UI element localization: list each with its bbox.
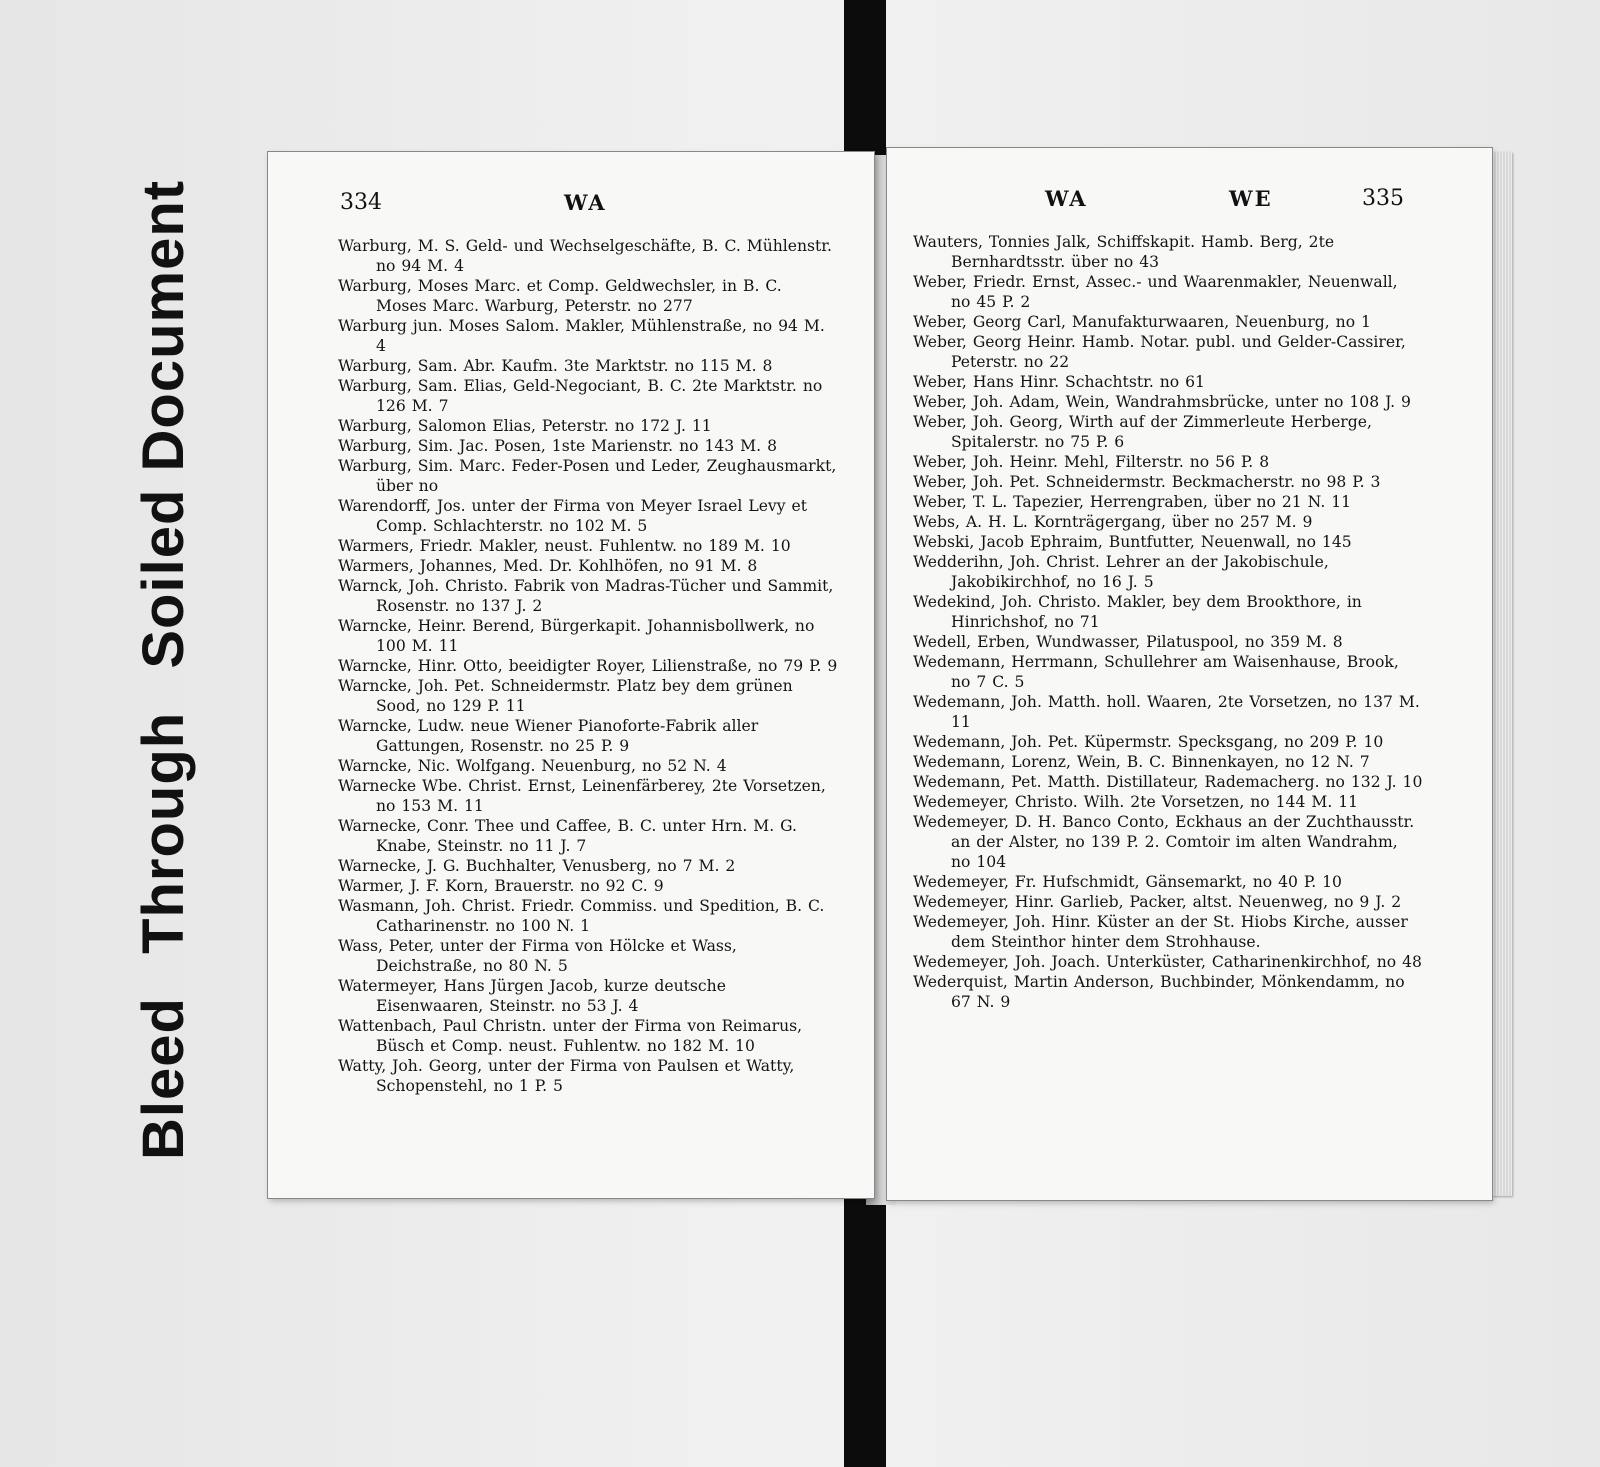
directory-entry: Weber, Georg Heinr. Hamb. Notar. publ. und Gelder-Cassirer, Peterstr. no 22 [913, 333, 1406, 371]
left-entry-list [338, 236, 838, 1096]
directory-entry: Warnecke, Conr. Thee und Caffee, B. C. unter Hrn. M. G. Knabe, Steinstr. no 11 J. 7 [338, 817, 797, 855]
right-page-header [887, 186, 1492, 222]
directory-entry: Warnecke, J. G. Buchhalter, Venusberg, no 7 M. 2 [338, 857, 736, 875]
directory-entry: Warburg, M. S. Geld- und Wechselgeschäfte, B. C. Mühlenstr. no 94 M. 4 [338, 237, 833, 275]
directory-entry: Watty, Joh. Georg, unter der Firma von Paulsen et Watty, Schopenstehl, no 1 P. 5 [338, 1057, 795, 1095]
directory-entry: Wattenbach, Paul Christn. unter der Firma von Reimarus, Büsch et Comp. neust. Fuhlentw. no 182 M. 10 [338, 1017, 803, 1055]
directory-entry: Warncke, Heinr. Berend, Bürgerkapit. Johannisbollwerk, no 100 M. 11 [338, 617, 815, 655]
directory-entry: Warburg, Sim. Jac. Posen, 1ste Marienstr. no 143 M. 8 [338, 437, 777, 455]
directory-entry: Weber, Georg Carl, Manufakturwaaren, Neuenburg, no 1 [913, 313, 1371, 331]
directory-entry: Wedell, Erben, Wundwasser, Pilatuspool, no 359 M. 8 [913, 633, 1343, 651]
directory-entry: Warmers, Friedr. Makler, neust. Fuhlentw. no 189 M. 10 [338, 537, 791, 555]
left-page-header [268, 190, 874, 226]
gutter-strip-bottom [844, 1196, 886, 1467]
directory-entry: Wedderihn, Joh. Christ. Lehrer an der Jakobischule, Jakobikirchhof, no 16 J. 5 [913, 553, 1329, 591]
directory-entry: Weber, Friedr. Ernst, Assec.- und Waarenmakler, Neuenwall, no 45 P. 2 [913, 273, 1398, 311]
directory-entry: Warburg, Sim. Marc. Feder-Posen und Leder, Zeughausmarkt, über no [338, 457, 837, 495]
directory-entry: Warncke, Ludw. neue Wiener Pianoforte-Fabrik aller Gattungen, Rosenstr. no 25 P. 9 [338, 717, 759, 755]
directory-entry: Warendorff, Jos. unter der Firma von Meyer Israel Levy et Comp. Schlachterstr. no 102 M. 5 [338, 497, 808, 535]
directory-entry: Wedemann, Lorenz, Wein, B. C. Binnenkayen, no 12 N. 7 [913, 753, 1370, 771]
page-stack-edge [1492, 152, 1512, 1196]
directory-entry: Wedemeyer, Fr. Hufschmidt, Gänsemarkt, no 40 P. 10 [913, 873, 1342, 891]
directory-entry: Wedemeyer, Joh. Hinr. Küster an der St. Hiobs Kirche, ausser dem Steinthor hinter dem Strohhause. [913, 913, 1408, 951]
directory-entry: Watermeyer, Hans Jürgen Jacob, kurze deutsche Eisenwaaren, Steinstr. no 53 J. 4 [338, 977, 726, 1015]
directory-entry: Warburg jun. Moses Salom. Makler, Mühlenstraße, no 94 M. 4 [338, 317, 825, 355]
directory-entry: Wedemann, Joh. Pet. Küpermstr. Specksgang, no 209 P. 10 [913, 733, 1384, 751]
directory-entry: Webski, Jacob Ephraim, Buntfutter, Neuenwall, no 145 [913, 533, 1352, 551]
right-entry-list [913, 232, 1423, 1012]
right-column-heading-1: WA [1045, 186, 1088, 211]
directory-entry: Warburg, Salomon Elias, Peterstr. no 172 J. 11 [338, 417, 712, 435]
directory-entry: Warncke, Joh. Pet. Schneidermstr. Platz bey dem grünen Sood, no 129 P. 11 [338, 677, 793, 715]
left-page-number: 334 [340, 190, 382, 215]
directory-entry: Wass, Peter, unter der Firma von Hölcke et Wass, Deichstraße, no 80 N. 5 [338, 937, 737, 975]
directory-entry: Wedemann, Joh. Matth. holl. Waaren, 2te Vorsetzen, no 137 M. 11 [913, 693, 1420, 731]
left-column-heading: WA [564, 190, 607, 215]
directory-entry: Weber, Joh. Heinr. Mehl, Filterstr. no 56 P. 8 [913, 453, 1270, 471]
directory-entry: Warburg, Sam. Elias, Geld-Negociant, B. C. 2te Marktstr. no 126 M. 7 [338, 377, 823, 415]
directory-entry: Wedemeyer, D. H. Banco Conto, Eckhaus an der Zuchthausstr. an der Alster, no 139 P. 2. Comtoir im alten Wandrahm, no 104 [913, 813, 1415, 871]
label-word-soiled-document: Soiled Document [131, 179, 196, 669]
document-condition-label [130, 154, 197, 1160]
directory-entry: Weber, Joh. Adam, Wein, Wandrahmsbrücke, unter no 108 J. 9 [913, 393, 1411, 411]
directory-entry: Warmers, Johannes, Med. Dr. Kohlhöfen, no 91 M. 8 [338, 557, 758, 575]
directory-entry: Weber, Joh. Georg, Wirth auf der Zimmerleute Herberge, Spitalerstr. no 75 P. 6 [913, 413, 1372, 451]
left-page [268, 152, 874, 1198]
gutter-strip-top [844, 0, 886, 168]
directory-entry: Wedemeyer, Joh. Joach. Unterküster, Catharinenkirchhof, no 48 [913, 953, 1422, 971]
directory-entry: Wedemeyer, Christo. Wilh. 2te Vorsetzen, no 144 M. 11 [913, 793, 1359, 811]
label-word-bleed: Bleed [131, 997, 196, 1160]
directory-entry: Wauters, Tonnies Jalk, Schiffskapit. Hamb. Berg, 2te Bernhardtsstr. über no 43 [913, 233, 1335, 271]
directory-entry: Wedemann, Pet. Matth. Distillateur, Rademacherg. no 132 J. 10 [913, 773, 1423, 791]
directory-entry: Wedemeyer, Hinr. Garlieb, Packer, altst. Neuenweg, no 9 J. 2 [913, 893, 1402, 911]
directory-entry: Warburg, Moses Marc. et Comp. Geldwechsler, in B. C. Moses Marc. Warburg, Peterstr. no 277 [338, 277, 782, 315]
directory-entry: Weber, Joh. Pet. Schneidermstr. Beckmacherstr. no 98 P. 3 [913, 473, 1381, 491]
directory-entry: Wederquist, Martin Anderson, Buchbinder, Mönkendamm, no 67 N. 9 [913, 973, 1405, 1011]
directory-entry: Warncke, Nic. Wolfgang. Neuenburg, no 52 N. 4 [338, 757, 727, 775]
right-column-heading-2: WE [1229, 186, 1273, 211]
directory-entry: Wedekind, Joh. Christo. Makler, bey dem Brookthore, in Hinrichshof, no 71 [913, 593, 1362, 631]
directory-entry: Warnecke Wbe. Christ. Ernst, Leinenfärberey, 2te Vorsetzen, no 153 M. 11 [338, 777, 826, 815]
right-page-number: 335 [1362, 186, 1404, 211]
directory-entry: Wedemann, Herrmann, Schullehrer am Waisenhause, Brook, no 7 C. 5 [913, 653, 1399, 691]
directory-entry: Wasmann, Joh. Christ. Friedr. Commiss. und Spedition, B. C. Catharinenstr. no 100 N. 1 [338, 897, 825, 935]
directory-entry: Warnck, Joh. Christo. Fabrik von Madras-Tücher und Sammit, Rosenstr. no 137 J. 2 [338, 577, 834, 615]
right-page [887, 148, 1492, 1200]
directory-entry: Weber, Hans Hinr. Schachtstr. no 61 [913, 373, 1205, 391]
label-word-through: Through [131, 711, 196, 954]
directory-entry: Warncke, Hinr. Otto, beeidigter Royer, Lilienstraße, no 79 P. 9 [338, 657, 838, 675]
directory-entry: Warburg, Sam. Abr. Kaufm. 3te Marktstr. no 115 M. 8 [338, 357, 773, 375]
directory-entry: Weber, T. L. Tapezier, Herrengraben, über no 21 N. 11 [913, 493, 1352, 511]
directory-entry: Warmer, J. F. Korn, Brauerstr. no 92 C. 9 [338, 877, 664, 895]
directory-entry: Webs, A. H. L. Kornträgergang, über no 257 M. 9 [913, 513, 1313, 531]
